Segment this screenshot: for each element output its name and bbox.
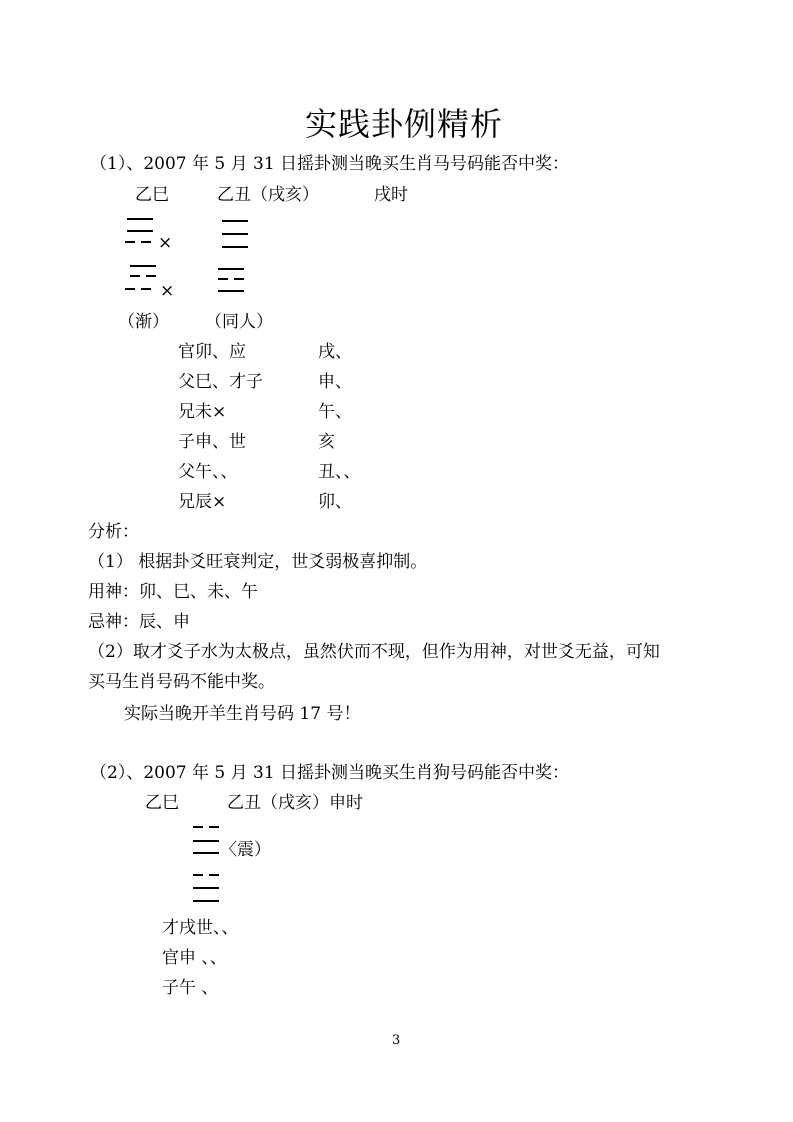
case1-line-right: 申、 [318, 372, 352, 392]
case1-line-right: 亥 [318, 432, 335, 452]
case1-line-left: 子申、世 [178, 432, 246, 452]
case1-date-hour: 戌时 [374, 185, 408, 205]
analysis-paragraph-2-cont: 买马生肖号码不能中奖。 [88, 672, 275, 692]
case1-heading: （1）、2007 年 5 月 31 日摇卦测当晚买生肖马号码能否中奖： [90, 154, 570, 174]
case1-line-left: 父巳、才子 [178, 372, 263, 392]
analysis-label: 分析： [88, 522, 139, 542]
case1-line-left: 兄辰× [178, 492, 227, 512]
case2-line: 官申 、、 [162, 948, 227, 968]
yang-line [218, 290, 244, 292]
case1-line-left: 兄未× [178, 402, 227, 422]
yin-line [130, 275, 156, 277]
case2-gua-name: 〈震） [220, 840, 271, 860]
yin-line [193, 874, 219, 876]
analysis-paragraph-1: （1） 根据卦爻旺衰判定，世爻弱极喜抑制。 [88, 552, 428, 572]
case1-line-right: 丑、、 [318, 462, 361, 482]
yang-line [193, 887, 219, 889]
case1-date-ganzhi: 乙丑（戌亥） [217, 185, 319, 205]
yang-line [127, 218, 153, 220]
case1-line-right: 戌、 [318, 342, 352, 362]
yang-line [222, 220, 248, 222]
case2-line: 子午 、 [162, 978, 219, 998]
yang-line [130, 265, 156, 267]
case1-line-left: 官卯、应 [178, 342, 246, 362]
case2-date-ganzhi: 乙丑（戌亥）申时 [227, 793, 363, 813]
case1-date-day: 乙巳 [135, 185, 169, 205]
yin-line [193, 826, 219, 828]
yang-line [193, 852, 219, 854]
yin-line [218, 278, 244, 280]
yang-line [222, 233, 248, 235]
moving-line-mark: × [160, 281, 175, 301]
case2-heading: （2）、2007 年 5 月 31 日摇卦测当晚买生肖狗号码能否中奖： [90, 763, 570, 783]
yin-line [125, 241, 151, 243]
page-title: 实践卦例精析 [305, 105, 504, 143]
case1-gua-name-left: （渐） [118, 312, 169, 332]
yang-line [218, 268, 244, 270]
result-line: 实际当晚开羊生肖号码 17 号！ [124, 704, 361, 724]
case2-date-day: 乙巳 [145, 793, 179, 813]
case1-line-left: 父午、、 [178, 462, 238, 482]
yang-line [222, 246, 248, 248]
moving-line-mark: × [158, 233, 173, 253]
yin-line [125, 288, 151, 290]
analysis-paragraph-2: （2）取才爻子水为太极点，虽然伏而不现，但作为用神，对世爻无益，可知 [88, 642, 660, 662]
case2-line: 才戌世、、 [162, 918, 239, 938]
case1-line-right: 卯、 [318, 492, 352, 512]
page-number: 3 [392, 1033, 401, 1048]
case1-line-right: 午、 [318, 402, 352, 422]
yongshen-line: 用神：卯、巳、未、午 [88, 582, 258, 602]
case1-gua-name-right: （同人） [205, 312, 273, 332]
yang-line [127, 230, 153, 232]
jishen-line: 忌神：辰、申 [88, 612, 190, 632]
yang-line [193, 900, 219, 902]
yang-line [193, 840, 219, 842]
